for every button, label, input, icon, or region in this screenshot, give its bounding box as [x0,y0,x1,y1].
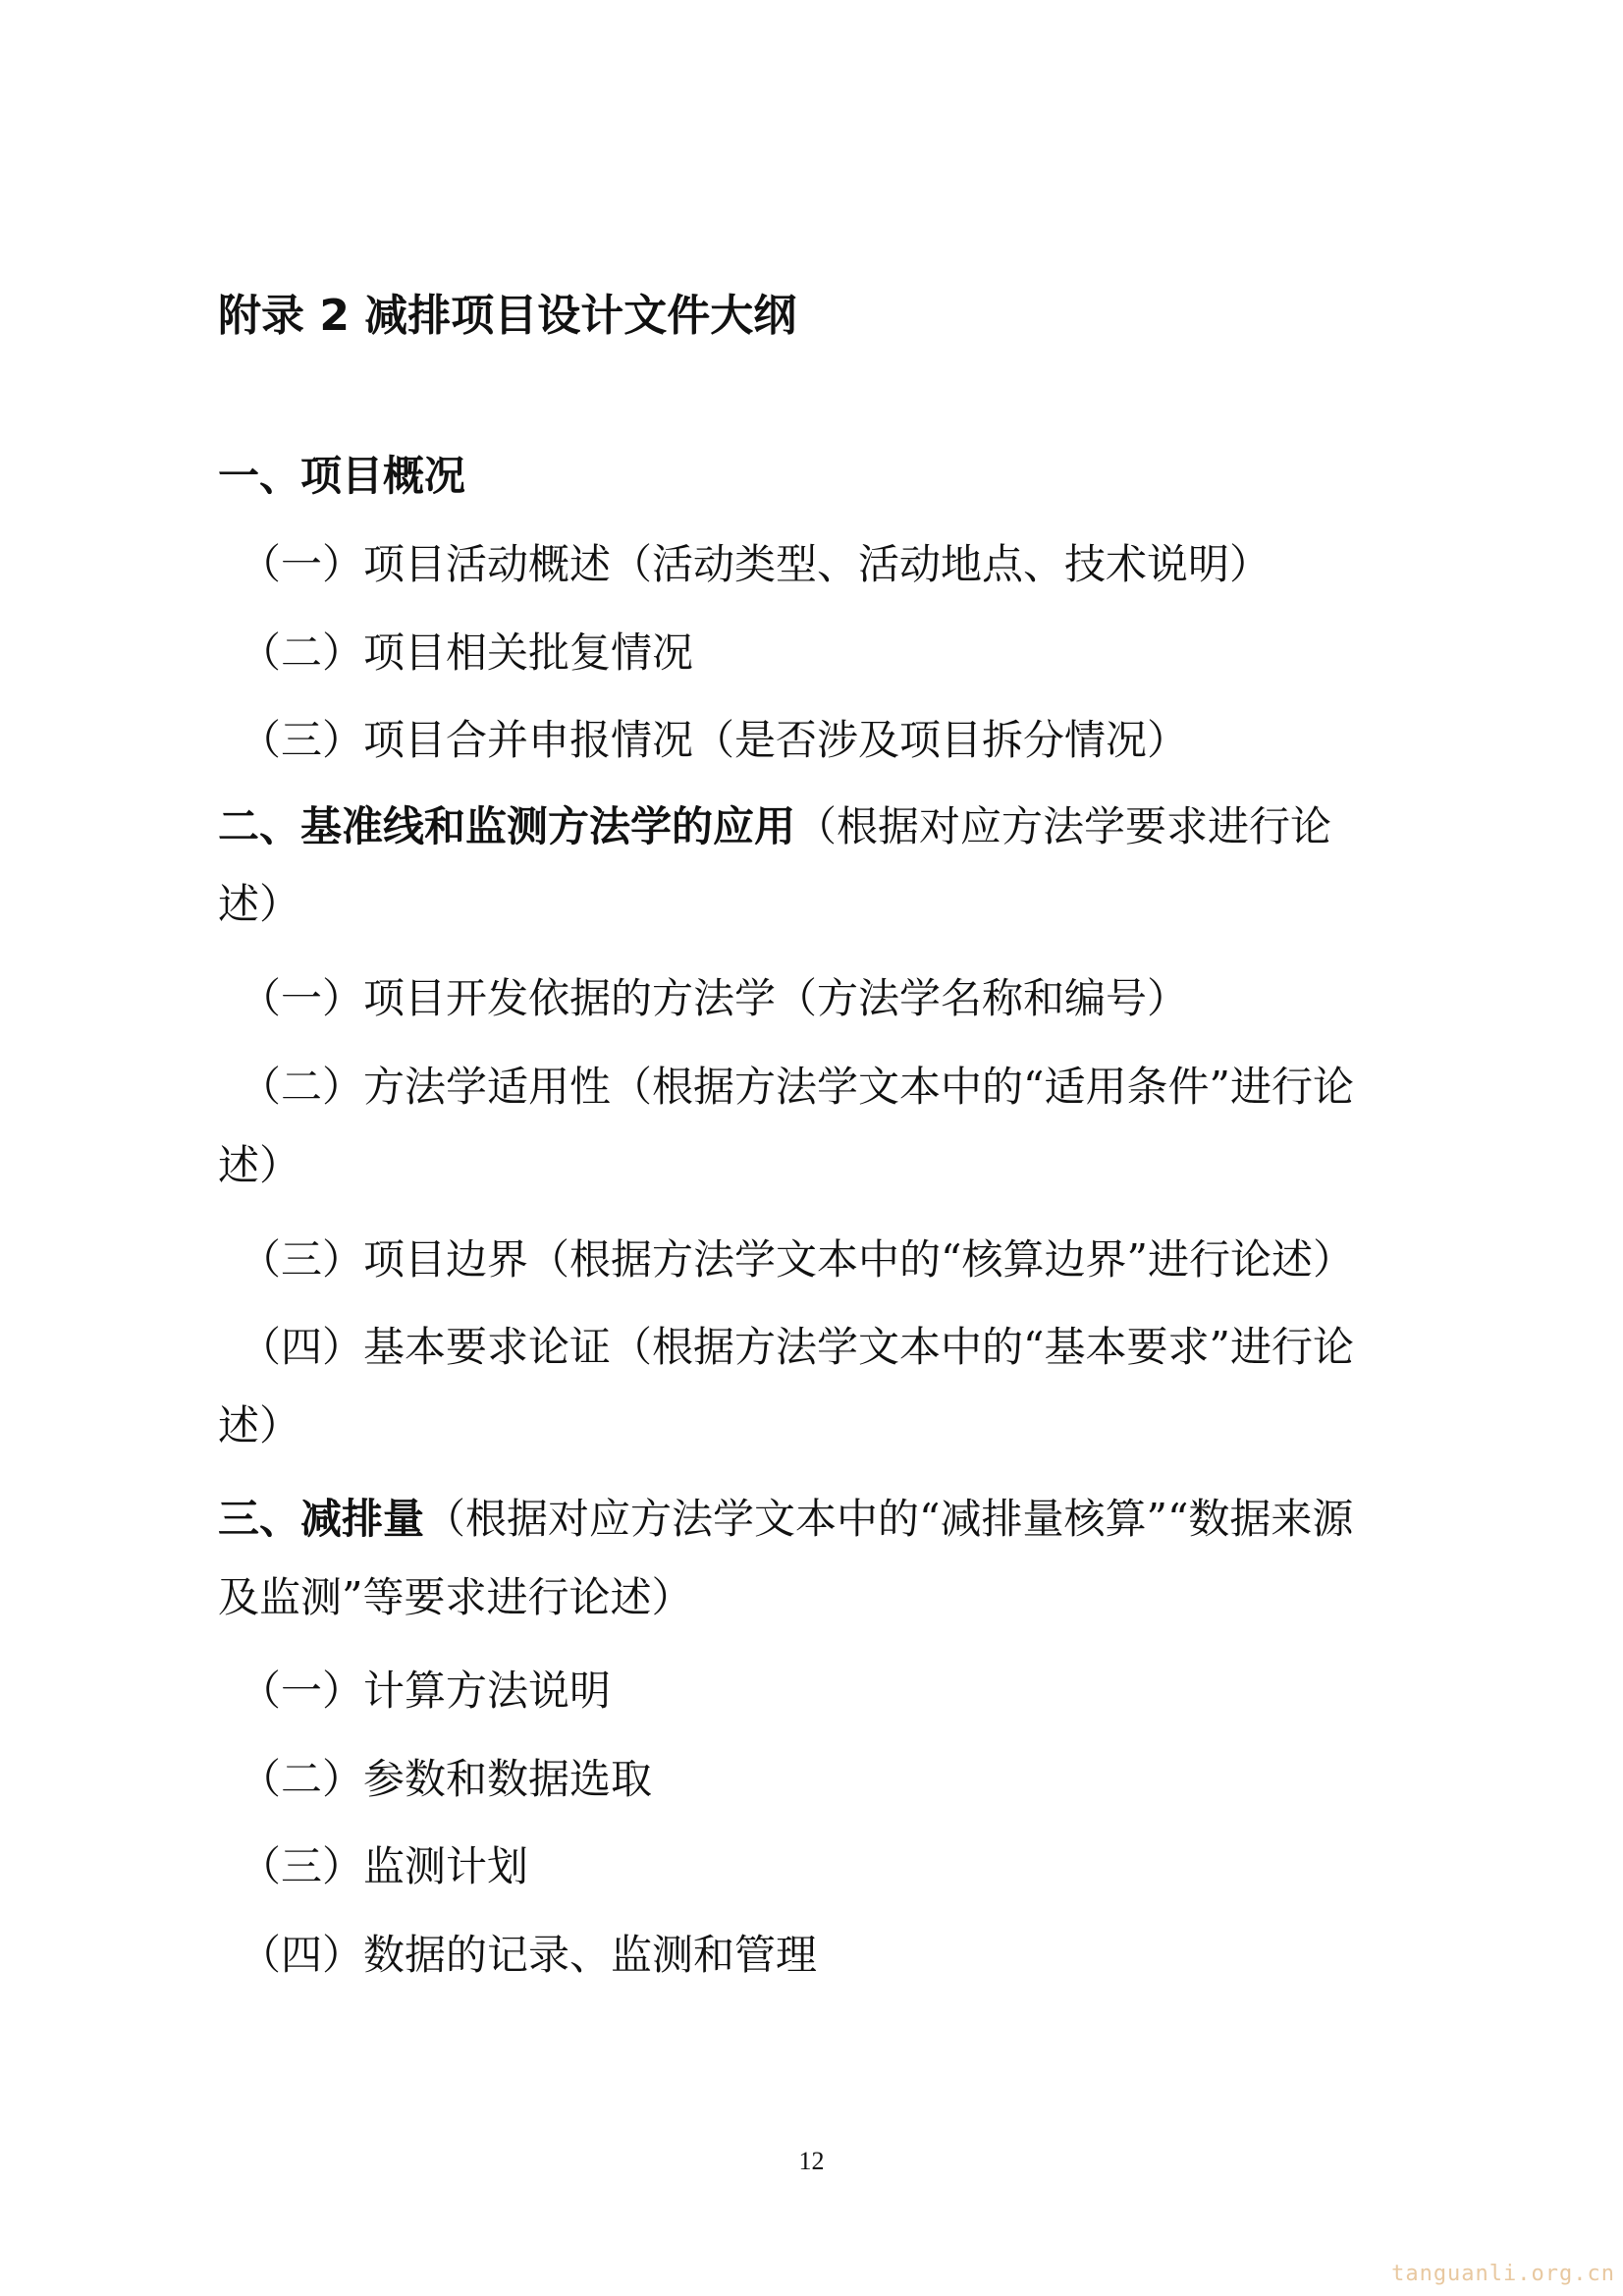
item-label: （四）数据的记录、监测和管理 [240,1931,818,1979]
page-number: 12 [798,2147,825,2175]
section-note-continuation: 及监测”等要求进行论述） [218,1573,693,1621]
item-label: （四）基本要求论证 [240,1323,612,1371]
list-item [240,627,693,680]
list-item [240,1929,817,1982]
list-item [240,1753,652,1806]
section-note-continuation: 述） [218,880,301,928]
item-note: （活动类型、活动地点、技术说明） [611,540,1271,588]
list-item [240,1840,528,1893]
list-item [240,1061,1354,1114]
list-item [240,972,1188,1025]
item-label: （三）监测计划 [240,1842,529,1890]
section-note: （根据对应方法学要求进行论 [795,802,1332,850]
item-note: （根据方法学文本中的“核算边界”进行论述） [528,1235,1354,1284]
list-item [240,538,1271,591]
item-note: （根据方法学文本中的“基本要求”进行论 [611,1323,1354,1371]
list-item [240,1321,1354,1374]
section-heading-text: 二、基准线和监测方法学的应用 [218,802,796,850]
list-item [240,1665,611,1718]
item-label: （一）项目活动概述 [240,540,612,588]
item-label: （二）项目相关批复情况 [240,629,694,677]
item-label: （三）项目合并申报情况 [240,716,694,764]
item-label: （一）项目开发依据的方法学 [240,974,777,1022]
watermark: tanguanli.org.cn [1391,2262,1615,2286]
item-note: （根据方法学文本中的“适用条件”进行论 [611,1063,1354,1111]
item-note: （是否涉及项目拆分情况） [693,716,1189,764]
item-label: （二）方法学适用性 [240,1063,612,1111]
item-label: （二）参数和数据选取 [240,1755,653,1803]
section-heading-text: 三、减排量 [218,1495,425,1543]
item-note-continuation: 述） [218,1141,301,1189]
item-label: （一）计算方法说明 [240,1667,612,1715]
section-heading-2 [218,800,1331,853]
item-note: （方法学名称和编号） [776,974,1189,1022]
section-heading-text: 一、项目概况 [218,452,466,500]
section-heading-3 [218,1493,1353,1546]
section-note: （根据对应方法学文本中的“减排量核算”“数据来源 [424,1495,1354,1543]
item-note-continuation: 述） [218,1401,301,1449]
section-heading-1 [218,450,465,503]
list-item [240,1233,1354,1286]
appendix-title: 附录 2 减排项目设计文件大纲 [218,291,797,341]
item-label: （三）项目边界 [240,1235,529,1284]
list-item [240,714,1188,767]
